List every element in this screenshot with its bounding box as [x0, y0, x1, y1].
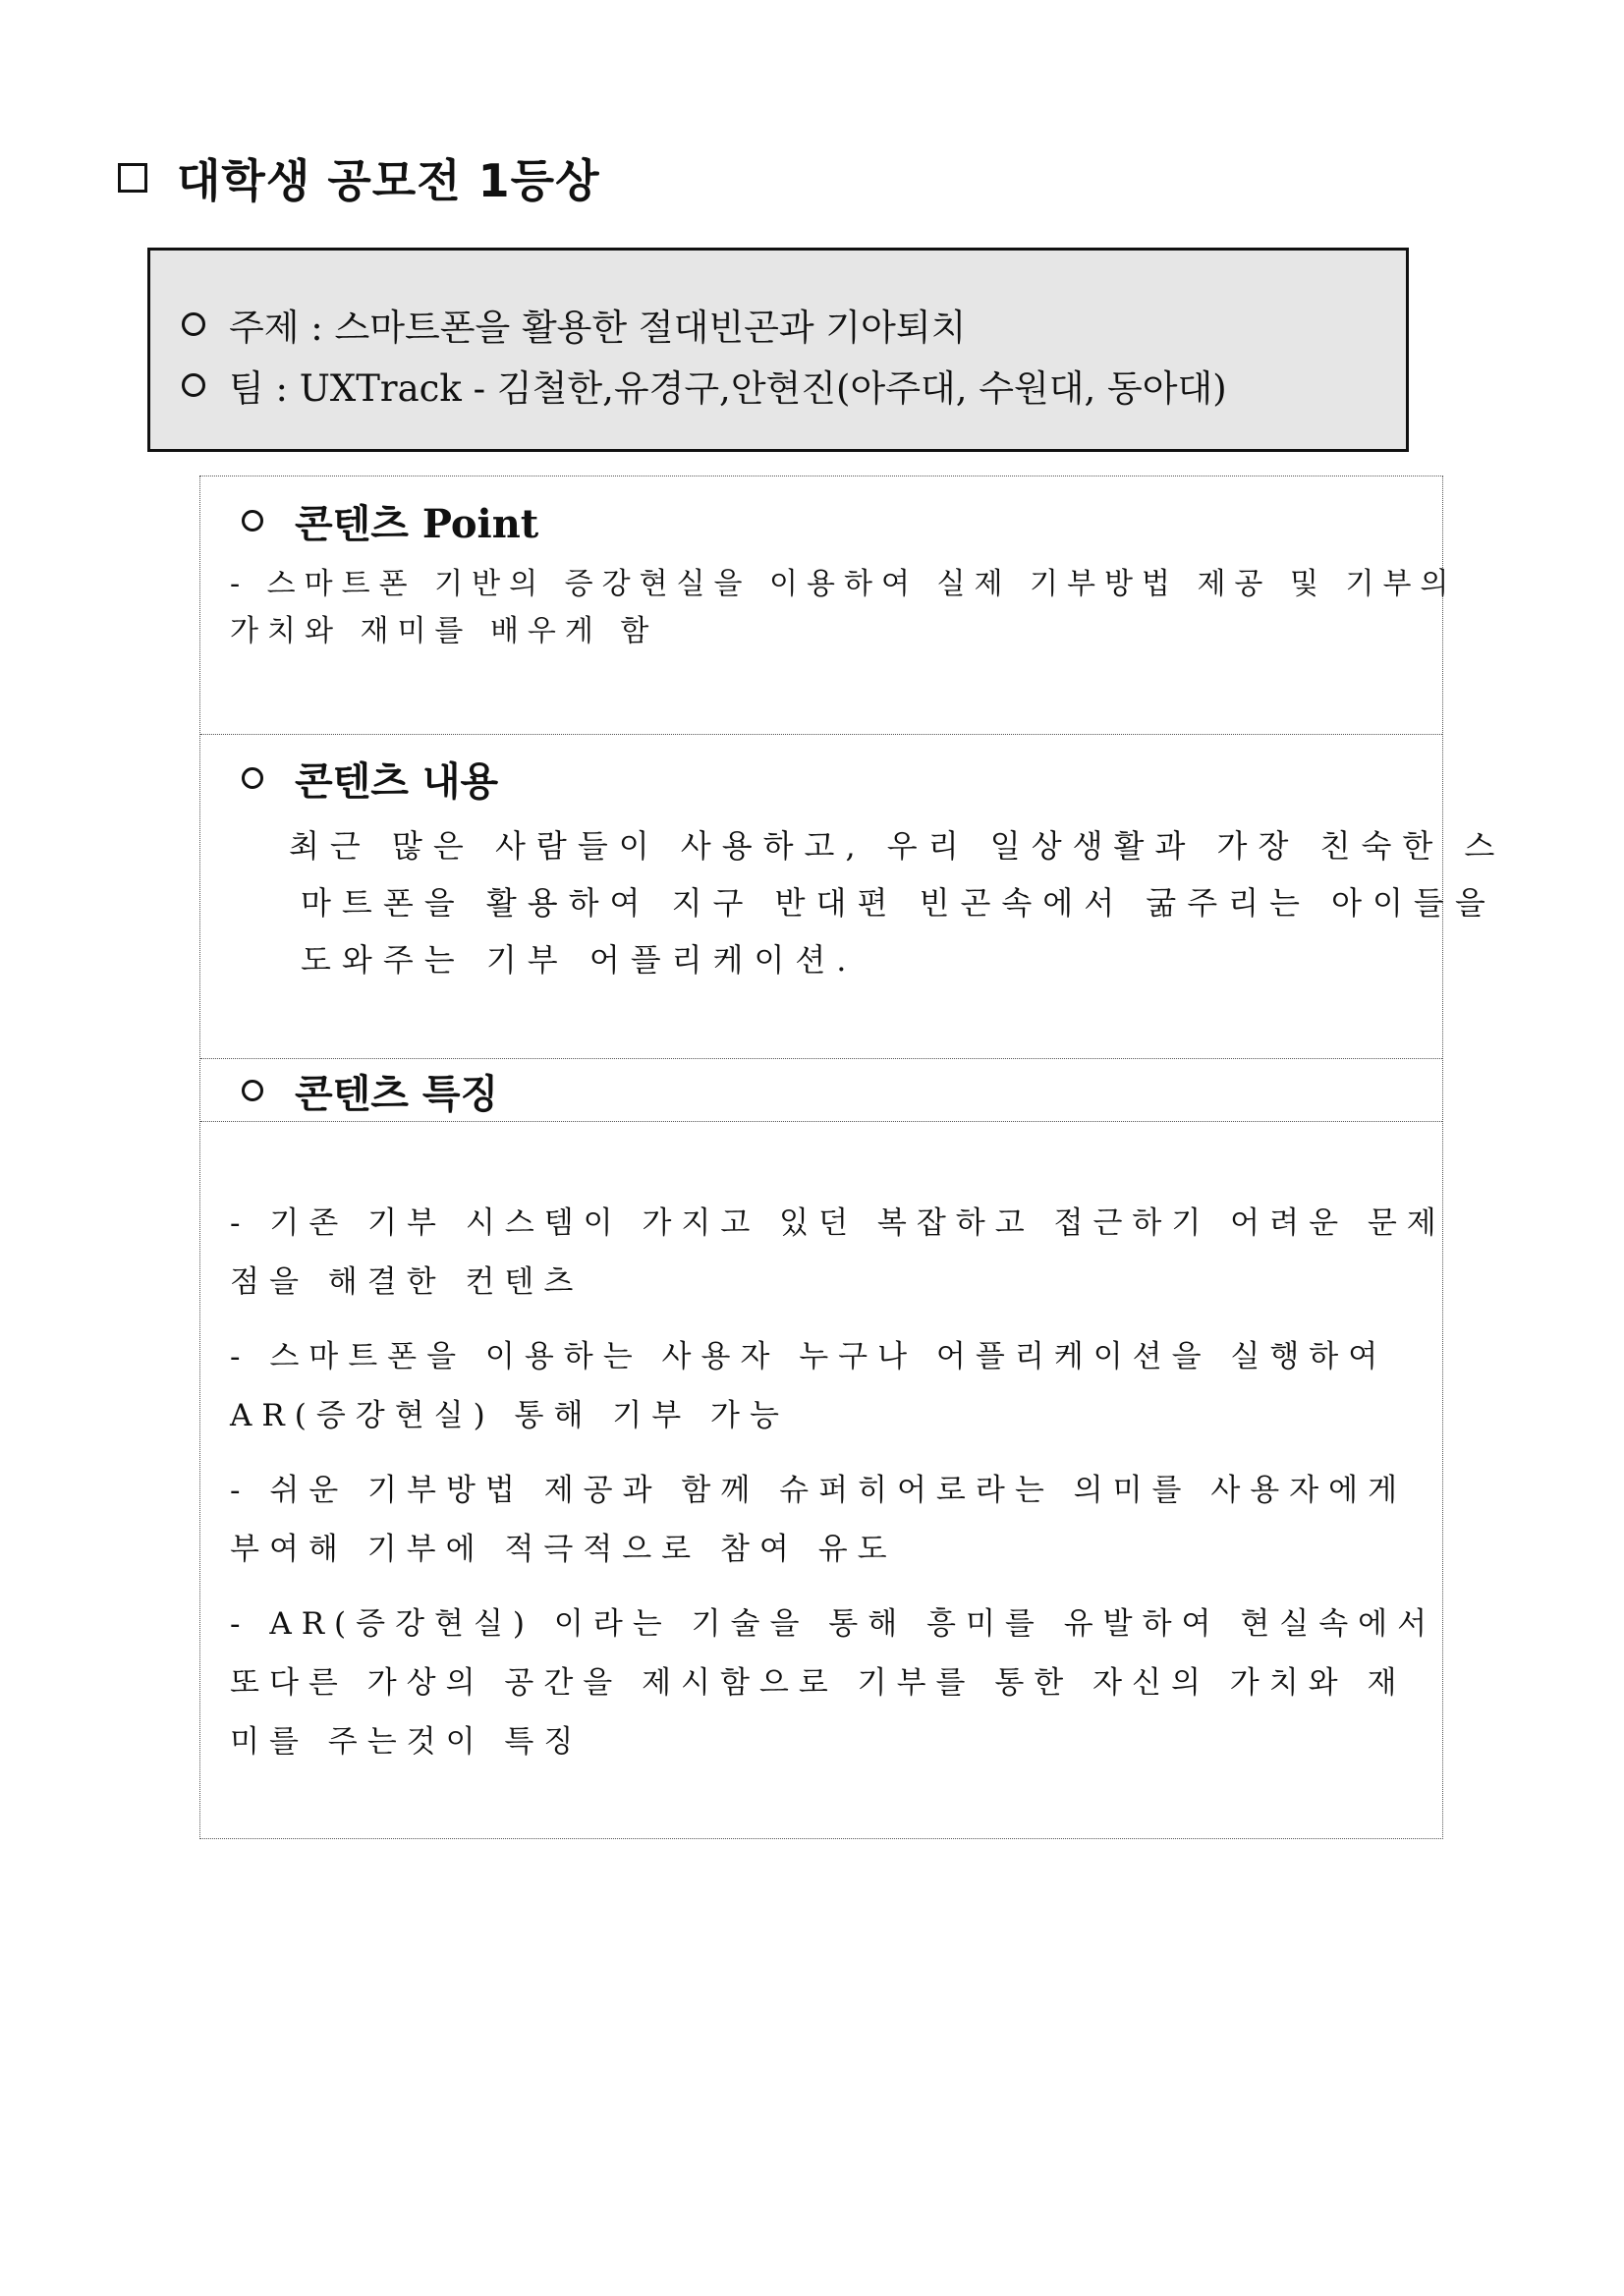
summary-team	[178, 355, 1406, 416]
section-features-header	[238, 1060, 498, 1121]
feature-item-line: 부여해 기부에 적극적으로 참여 유도	[230, 1532, 897, 1567]
feature-item	[230, 1595, 1436, 1771]
square-bullet-icon	[118, 163, 147, 193]
feature-item-line: - 쉬운 기부방법 제공과 함께 슈퍼히어로라는 의미를 사용자에게	[230, 1473, 1408, 1508]
summary-topic	[178, 294, 1406, 355]
feature-item	[230, 1461, 1407, 1579]
section-divider	[200, 734, 1442, 735]
circle-bullet-icon	[182, 312, 205, 336]
feature-item-line: 또다른 가상의 공간을 제시함으로 기부를 통한 자신의 가치와 재	[230, 1665, 1407, 1701]
section-content-line-2: 마트폰을 활용하여 지구 반대편 빈곤속에서 굶주리는 아이들을	[301, 884, 1496, 922]
page-heading	[118, 143, 600, 212]
feature-item-line: - AR(증강현실) 이라는 기술을 통해 흥미를 유발하여 현실속에서	[230, 1606, 1437, 1642]
circle-bullet-icon	[242, 767, 263, 789]
feature-item-line: - 기존 기부 시스템이 가지고 있던 복잡하고 접근하기 어려운 문제	[230, 1205, 1446, 1241]
section-point-title: 콘텐츠 Point	[295, 500, 539, 547]
section-content-title: 콘텐츠 내용	[295, 757, 499, 805]
topic-text: 주제 : 스마트폰을 활용한 절대빈곤과 기아퇴치	[229, 307, 967, 349]
circle-bullet-icon	[182, 373, 205, 397]
feature-item-line: 미를 주는것이 특징	[230, 1724, 584, 1760]
section-divider	[200, 1121, 1442, 1122]
feature-item	[230, 1327, 1387, 1445]
feature-item-line: - 스마트폰을 이용하는 사용자 누구나 어플리케이션을 실행하여	[230, 1339, 1388, 1374]
feature-item	[230, 1194, 1446, 1312]
content-table	[199, 476, 1506, 1839]
section-point-line-1: - 스마트폰 기반의 증강현실을 이용하여 실제 기부방법 제공 및 기부의	[230, 567, 1458, 601]
team-text: 팀 : UXTrack - 김철한,유경구,안현진(아주대, 수원대, 동아대)	[229, 367, 1227, 410]
circle-bullet-icon	[242, 510, 263, 532]
section-features-title: 콘텐츠 특징	[295, 1070, 499, 1117]
section-content-line-3: 도와주는 기부 어플리케이션.	[301, 941, 858, 979]
section-point-header	[238, 488, 538, 553]
section-content-header	[238, 744, 498, 812]
section-point-line-2: 가치와 재미를 배우게 함	[230, 614, 658, 648]
section-divider	[200, 1058, 1442, 1059]
section-content-line-1: 최근 많은 사람들이 사용하고, 우리 일상생활과 가장 친숙한 스	[289, 827, 1506, 865]
feature-item-line: 점을 해결한 컨텐츠	[230, 1264, 584, 1300]
page-title: 대학생 공모전 1등상	[177, 154, 600, 207]
feature-item-line: AR(증강현실) 통해 기부 가능	[230, 1398, 789, 1433]
summary-box	[147, 248, 1409, 452]
circle-bullet-icon	[242, 1080, 263, 1101]
